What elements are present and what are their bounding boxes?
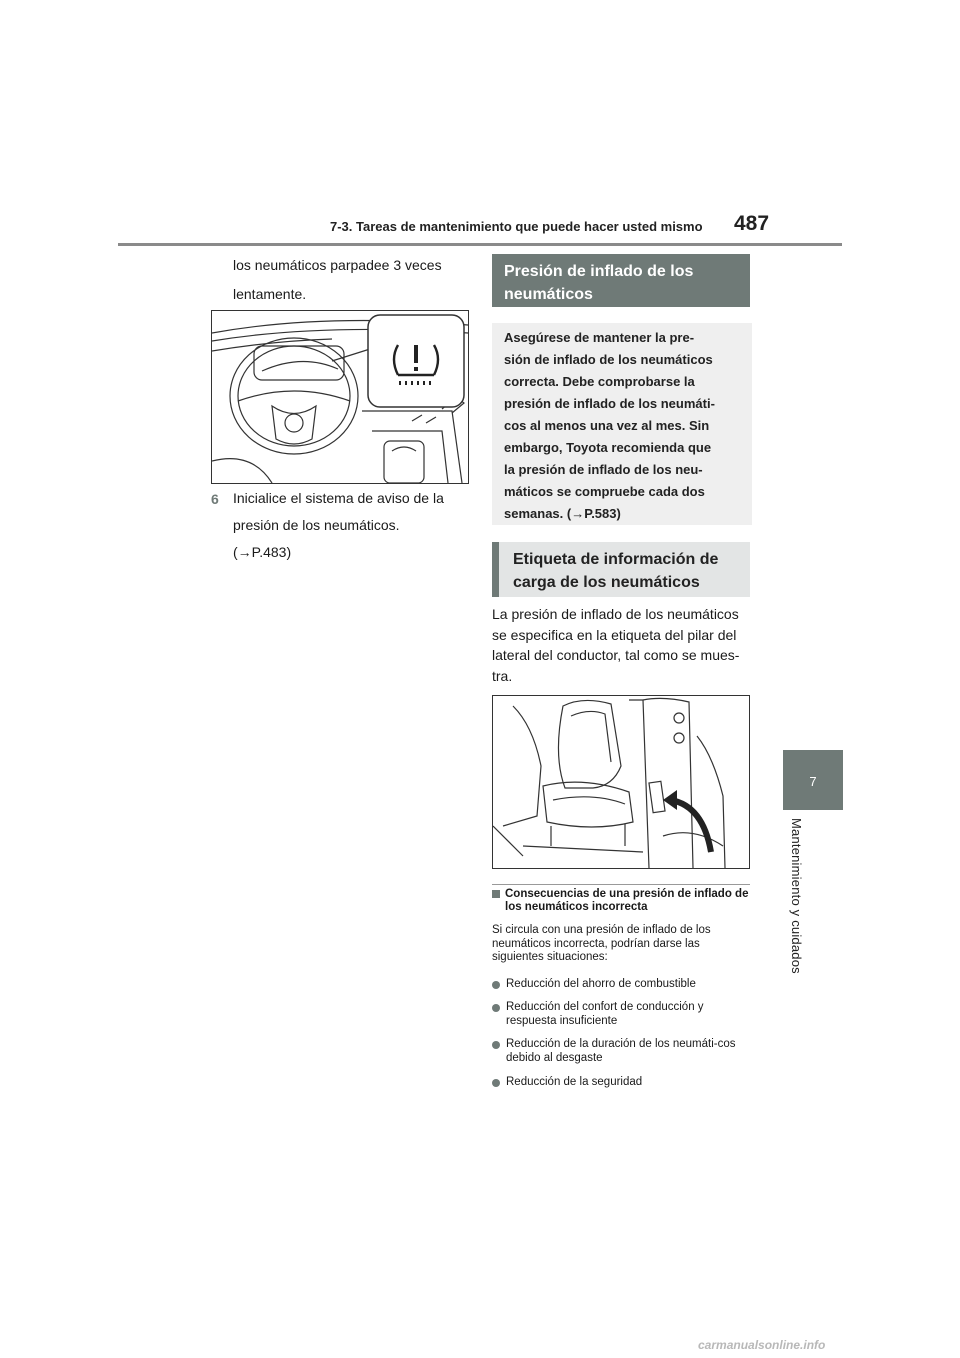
list-item: Reducción de la duración de los neumáti-cos debido al desgaste	[492, 1038, 754, 1065]
list-item: Reducción del confort de conducción y respuesta insuficiente	[492, 1001, 754, 1028]
continued-text	[233, 254, 442, 306]
pressure-section-heading: Presión de inflado de los neumáticos	[492, 254, 750, 307]
info-line: la presión de inflado de los neu-	[504, 462, 703, 477]
pressure-info-box	[492, 323, 752, 525]
label-paragraph: La presión de inflado de los neumáticos se especifica en la etiqueta del pilar del lateral del conductor, tal como se mues-tra.	[492, 606, 740, 684]
section-title: 7-3. Tareas de mantenimiento que puede hacer usted mismo	[330, 219, 703, 234]
info-line: sión de inflado de los neumáticos	[504, 352, 713, 367]
square-bullet-icon	[492, 890, 500, 898]
note-heading	[492, 888, 752, 914]
note-divider	[492, 884, 750, 885]
label-section-heading: Etiqueta de información de carga de los neumáticos	[492, 542, 750, 597]
step-reference: (→P.483)	[233, 544, 292, 560]
list-item: Reducción de la seguridad	[492, 1076, 754, 1090]
info-line: máticos se compruebe cada dos	[504, 484, 705, 499]
bullet-icon	[492, 1004, 500, 1012]
dashboard-illustration	[211, 310, 469, 484]
step-text	[233, 487, 444, 564]
bullet-icon	[492, 981, 500, 989]
info-line: semanas. (→P.583)	[504, 506, 621, 521]
info-line: cos al menos una vez al mes. Sin	[504, 418, 710, 433]
step-line-2: presión de los neumáticos.	[233, 517, 400, 533]
bullet-icon	[492, 1041, 500, 1049]
watermark: carmanualsonline.info	[698, 1338, 826, 1352]
page-number: 487	[734, 212, 770, 235]
list-item: Reducción del ahorro de combustible	[492, 978, 754, 992]
continued-line-2: lentamente.	[233, 286, 307, 302]
chapter-label: Mantenimiento y cuidados	[789, 818, 804, 974]
bullet-icon	[492, 1079, 500, 1087]
info-line: Asegúrese de mantener la pre-	[504, 330, 695, 345]
continued-line-1: los neumáticos parpadee 3 veces	[233, 257, 442, 273]
chapter-number: 7	[809, 774, 817, 789]
note-body: Si circula con una presión de inflado de los neumáticos incorrecta, podrían darse las siguientes situaciones:	[492, 924, 711, 963]
door-pillar-drawing	[493, 696, 749, 868]
door-pillar-illustration	[492, 695, 750, 869]
step-number: 6	[211, 491, 219, 507]
header-divider	[118, 243, 842, 246]
step-line-1: Inicialice el sistema de aviso de la	[233, 490, 444, 506]
info-line: embargo, Toyota recomienda que	[504, 440, 712, 455]
info-line: correcta. Debe comprobarse la	[504, 374, 695, 389]
note-heading-text: Consecuencias de una presión de inflado de los neumáticos incorrecta	[505, 888, 749, 913]
dashboard-drawing	[212, 311, 468, 483]
info-line: presión de inflado de los neumáti-	[504, 396, 715, 411]
chapter-tab	[783, 750, 843, 810]
